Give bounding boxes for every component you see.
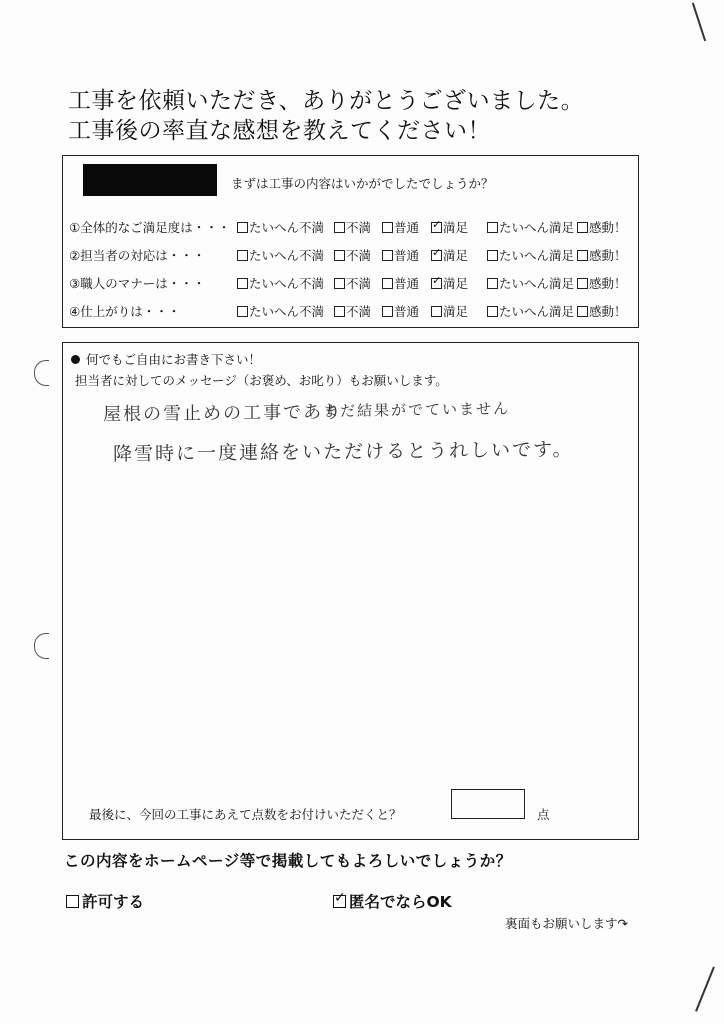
score-unit: 点 — [537, 807, 550, 822]
rating-checkbox[interactable] — [577, 222, 588, 233]
rating-option[interactable] — [431, 218, 468, 236]
rating-checkbox[interactable] — [382, 278, 393, 289]
rating-checkbox[interactable] — [431, 278, 442, 289]
rating-option[interactable] — [487, 302, 574, 320]
rating-checkbox[interactable] — [237, 222, 248, 233]
handwritten-line-2: まだ結果がでていません — [322, 399, 511, 421]
rating-option-label: たいへん満足 — [499, 248, 575, 263]
question-row — [69, 274, 639, 292]
binder-hole-icon — [34, 633, 49, 659]
rating-option[interactable] — [334, 218, 371, 236]
free-comment-box — [62, 342, 639, 840]
back-side-note: 裏面もお願いします↷ — [505, 916, 628, 931]
handwritten-line-1: 屋根の雪止めの工事であり — [102, 401, 344, 426]
handwritten-line-3: 降雪時に一度連絡をいただけるとうれしいです。 — [112, 438, 574, 466]
rating-option[interactable] — [487, 274, 574, 292]
rating-checkbox[interactable] — [487, 250, 498, 261]
rating-option[interactable] — [334, 302, 371, 320]
rating-checkbox[interactable] — [334, 250, 345, 261]
rating-option-label: 感動！ — [589, 276, 627, 291]
bullet-icon — [71, 355, 80, 364]
rating-option[interactable] — [487, 218, 574, 236]
rating-option-label: 満足 — [443, 220, 469, 235]
question-row — [69, 302, 639, 320]
rating-option[interactable] — [237, 302, 324, 320]
rating-checkbox[interactable] — [237, 278, 248, 289]
rating-option[interactable] — [431, 302, 468, 320]
rating-option[interactable] — [577, 302, 627, 320]
rating-option-label: 満足 — [443, 248, 469, 263]
rating-option[interactable] — [382, 218, 419, 236]
rating-option-label: 満足 — [443, 304, 469, 319]
rating-option[interactable] — [382, 246, 419, 264]
scan-edge-line — [692, 3, 706, 42]
anonymous-option[interactable]: ✓ 匿名でならOK — [333, 890, 452, 912]
question-row — [69, 246, 639, 264]
rating-option[interactable] — [431, 274, 468, 292]
rating-option[interactable] — [431, 246, 468, 264]
rating-option[interactable] — [382, 274, 419, 292]
rating-checkbox[interactable] — [382, 222, 393, 233]
rating-checkbox[interactable] — [237, 250, 248, 261]
rating-option[interactable] — [237, 274, 324, 292]
score-prompt: 最後に、今回の工事にあえて点数をお付けいただくと？ — [89, 807, 402, 822]
rating-checkbox[interactable] — [237, 306, 248, 317]
scan-edge-line — [695, 966, 714, 1011]
rating-option-label: 感動！ — [589, 304, 627, 319]
free-heading: 何でもご自由にお書き下さい！ — [71, 350, 261, 368]
rating-option[interactable] — [237, 246, 324, 264]
question-label: ③職人のマナーは・・・ — [69, 276, 206, 291]
survey-box — [62, 155, 639, 328]
rating-option-label: 普通 — [394, 220, 420, 235]
rating-option-label: たいへん満足 — [499, 304, 575, 319]
rating-option-label: たいへん不満 — [249, 276, 325, 291]
free-subheading: 担当者に対してのメッセージ（お褒め、お叱り）もお願いします。 — [75, 373, 448, 388]
rating-option-label: 不満 — [346, 248, 372, 263]
question-row — [69, 218, 639, 236]
rating-option-label: たいへん満足 — [499, 220, 575, 235]
rating-option[interactable] — [382, 302, 419, 320]
rating-option-label: 普通 — [394, 304, 420, 319]
redacted-name — [83, 164, 217, 196]
rating-option[interactable] — [237, 218, 324, 236]
rating-option-label: 満足 — [443, 276, 469, 291]
rating-option-label: 普通 — [394, 248, 420, 263]
rating-checkbox[interactable] — [334, 306, 345, 317]
rating-option-label: 不満 — [346, 304, 372, 319]
score-input-box[interactable] — [451, 789, 525, 819]
rating-option-label: 不満 — [346, 276, 372, 291]
binder-hole-icon — [34, 360, 49, 386]
rating-checkbox[interactable] — [487, 222, 498, 233]
rating-checkbox[interactable] — [431, 222, 442, 233]
rating-checkbox[interactable] — [431, 306, 442, 317]
rating-option[interactable] — [577, 218, 627, 236]
rating-option[interactable] — [334, 274, 371, 292]
rating-checkbox[interactable] — [487, 306, 498, 317]
permit-option[interactable]: 許可する — [66, 890, 144, 912]
rating-option-label: たいへん満足 — [499, 276, 575, 291]
rating-option[interactable] — [334, 246, 371, 264]
rating-option-label: たいへん不満 — [249, 248, 325, 263]
anonymous-checkbox[interactable] — [333, 895, 346, 908]
rating-checkbox[interactable] — [577, 250, 588, 261]
rating-checkbox[interactable] — [487, 278, 498, 289]
rating-checkbox[interactable] — [334, 222, 345, 233]
rating-checkbox[interactable] — [431, 250, 442, 261]
rating-option-label: 感動！ — [589, 248, 627, 263]
rating-checkbox[interactable] — [334, 278, 345, 289]
rating-option-label: たいへん不満 — [249, 304, 325, 319]
rating-checkbox[interactable] — [382, 250, 393, 261]
publish-question: この内容をホームページ等で掲載してもよろしいでしょうか？ — [64, 852, 512, 870]
rating-checkbox[interactable] — [577, 278, 588, 289]
rating-option-label: たいへん不満 — [249, 220, 325, 235]
title-line-2: 工事後の率直な感想を教えてください！ — [68, 118, 491, 144]
rating-checkbox[interactable] — [577, 306, 588, 317]
title-line-1: 工事を依頼いただき、ありがとうございました。 — [68, 88, 585, 114]
question-label: ①全体的なご満足度は・・・ — [69, 220, 231, 235]
rating-option-label: 普通 — [394, 276, 420, 291]
rating-option-label: 不満 — [346, 220, 372, 235]
rating-option-label: 感動！ — [589, 220, 627, 235]
rating-option[interactable] — [487, 246, 574, 264]
rating-option[interactable] — [577, 274, 627, 292]
question-label: ④仕上がりは・・・ — [69, 304, 181, 319]
permit-checkbox[interactable] — [66, 895, 79, 908]
rating-checkbox[interactable] — [382, 306, 393, 317]
rating-option[interactable] — [577, 246, 627, 264]
survey-intro: まずは工事の内容はいかがでしたでしょうか？ — [231, 176, 494, 191]
question-label: ②担当者の対応は・・・ — [69, 248, 206, 263]
